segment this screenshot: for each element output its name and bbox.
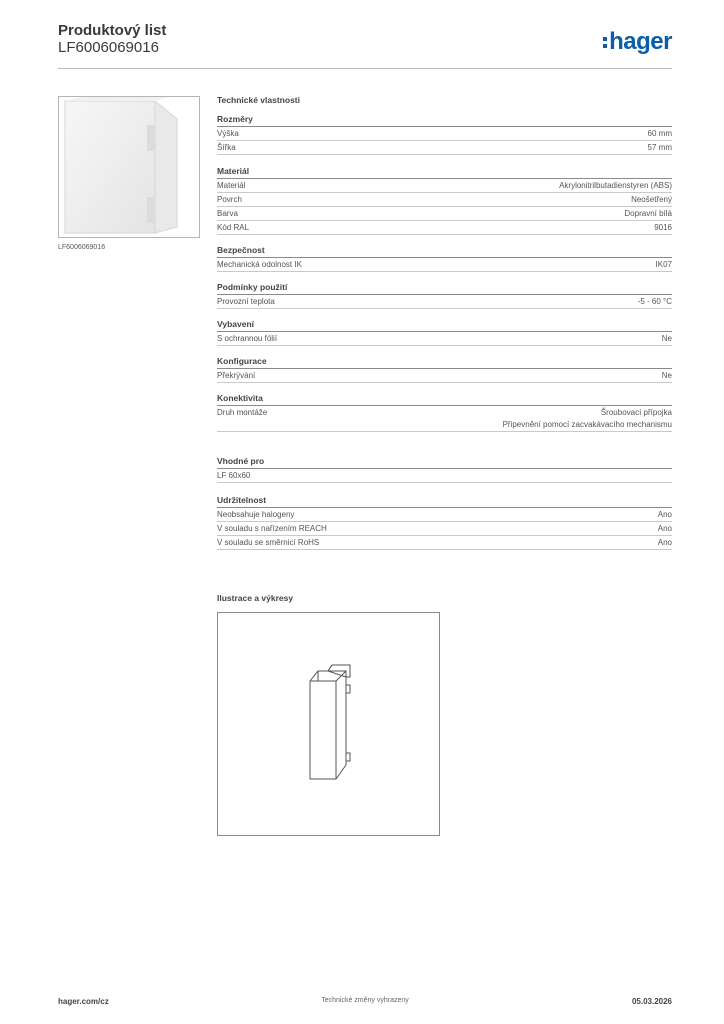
spec-value-line: Ano <box>657 524 672 533</box>
section-title: Udržitelnost <box>217 494 672 508</box>
footer-disclaimer: Technické změny vyhrazeny <box>321 997 409 1004</box>
section-title: Vybavení <box>217 318 672 332</box>
spec-section <box>217 318 672 346</box>
spec-value <box>658 509 672 521</box>
spec-label: Neobsahuje halogeny <box>217 510 295 519</box>
spec-section <box>217 113 672 155</box>
spec-value-line: IK07 <box>655 260 672 269</box>
product-photo <box>58 96 200 238</box>
hager-logo <box>603 29 672 55</box>
spec-section <box>217 244 672 272</box>
spec-section <box>217 455 672 483</box>
spec-row <box>217 406 672 432</box>
technical-specs <box>217 93 672 550</box>
spec-label: Šířka <box>217 143 236 152</box>
spec-section <box>217 494 672 550</box>
spec-value <box>631 194 672 206</box>
spec-label: Druh montáže <box>217 408 268 417</box>
spec-value <box>648 128 672 140</box>
spec-label: Barva <box>217 209 238 218</box>
spec-value <box>654 222 672 234</box>
end-cap-photo-icon <box>59 97 199 237</box>
spec-label: Materiál <box>217 181 246 190</box>
spec-value <box>662 370 672 382</box>
spec-row <box>217 141 672 155</box>
spec-row <box>217 522 672 536</box>
spec-value <box>648 142 672 154</box>
spec-row <box>217 258 672 272</box>
spec-label: Kód RAL <box>217 223 250 232</box>
spec-section <box>217 165 672 235</box>
spec-row <box>217 295 672 309</box>
page-header <box>58 22 672 69</box>
spec-value <box>658 523 672 535</box>
logo-text: hager <box>609 28 672 55</box>
specs-title: Technické vlastnosti <box>217 95 300 105</box>
spec-row <box>217 332 672 346</box>
spec-value-line: Dopravní bílá <box>624 209 672 218</box>
spec-section <box>217 355 672 383</box>
technical-drawing <box>217 612 440 836</box>
spec-value <box>656 259 672 271</box>
spec-row <box>217 193 672 207</box>
spec-value-line: Akrylonitrilbutadienstyren (ABS) <box>559 181 672 190</box>
section-title: Konektivita <box>217 392 672 406</box>
spec-value-line: Ano <box>657 538 672 547</box>
spec-label: V souladu s nařízením REACH <box>217 524 327 533</box>
spec-row <box>217 508 672 522</box>
spec-label: V souladu se směrnicí RoHS <box>217 538 320 547</box>
spec-label: Výška <box>217 129 239 138</box>
footer-date: 05.03.2026 <box>631 997 672 1006</box>
section-title: Konfigurace <box>217 355 672 369</box>
spec-value-line: 57 mm <box>647 143 672 152</box>
spec-value-line: Připevnění pomocí zacvakávacího mechanismu <box>502 420 672 429</box>
illustrations-title: Ilustrace a výkresy <box>217 593 294 603</box>
page-title: Produktový list <box>58 22 167 39</box>
spec-row <box>217 536 672 550</box>
section-title: Bezpečnost <box>217 244 672 258</box>
spec-label: Překrývání <box>217 371 256 380</box>
spec-label: LF 60x60 <box>217 471 251 480</box>
page-footer <box>58 997 672 1011</box>
spec-label: Povrch <box>217 195 242 204</box>
spec-value <box>624 208 672 220</box>
spec-value <box>559 180 672 192</box>
spec-value <box>662 333 672 345</box>
spec-value <box>658 537 672 549</box>
spec-row <box>217 127 672 141</box>
spec-value-line: Neošetřený <box>631 195 672 204</box>
spec-value-line: 9016 <box>654 223 672 232</box>
spec-value-line: 60 mm <box>647 129 672 138</box>
photo-caption: LF6006069016 <box>58 244 106 251</box>
section-title: Vhodné pro <box>217 455 672 469</box>
spec-row <box>217 221 672 235</box>
product-code: LF6006069016 <box>58 39 159 56</box>
spec-section <box>217 281 672 309</box>
spec-value-line: Ne <box>661 334 672 343</box>
spec-value-line: -5 - 60 °C <box>637 297 672 306</box>
footer-website: hager.com/cz <box>58 997 109 1006</box>
spec-value-line: Šroubovací přípojka <box>600 408 672 417</box>
spec-row <box>217 469 672 483</box>
spec-row <box>217 369 672 383</box>
spec-value-line: Ano <box>657 510 672 519</box>
spec-sections <box>217 113 672 550</box>
spec-value-line: Ne <box>661 371 672 380</box>
logo-dots-icon <box>603 37 607 48</box>
spec-label: Mechanická odolnost IK <box>217 260 302 269</box>
section-title: Podmínky použití <box>217 281 672 295</box>
spec-value <box>503 407 672 431</box>
spec-value <box>638 296 672 308</box>
spec-row <box>217 207 672 221</box>
spec-label: Provozní teplota <box>217 297 275 306</box>
section-title: Rozměry <box>217 113 672 127</box>
spec-label: S ochrannou fólií <box>217 334 278 343</box>
end-cap-drawing-icon <box>218 613 439 835</box>
section-title: Materiál <box>217 165 672 179</box>
spec-row <box>217 179 672 193</box>
spec-section <box>217 392 672 432</box>
